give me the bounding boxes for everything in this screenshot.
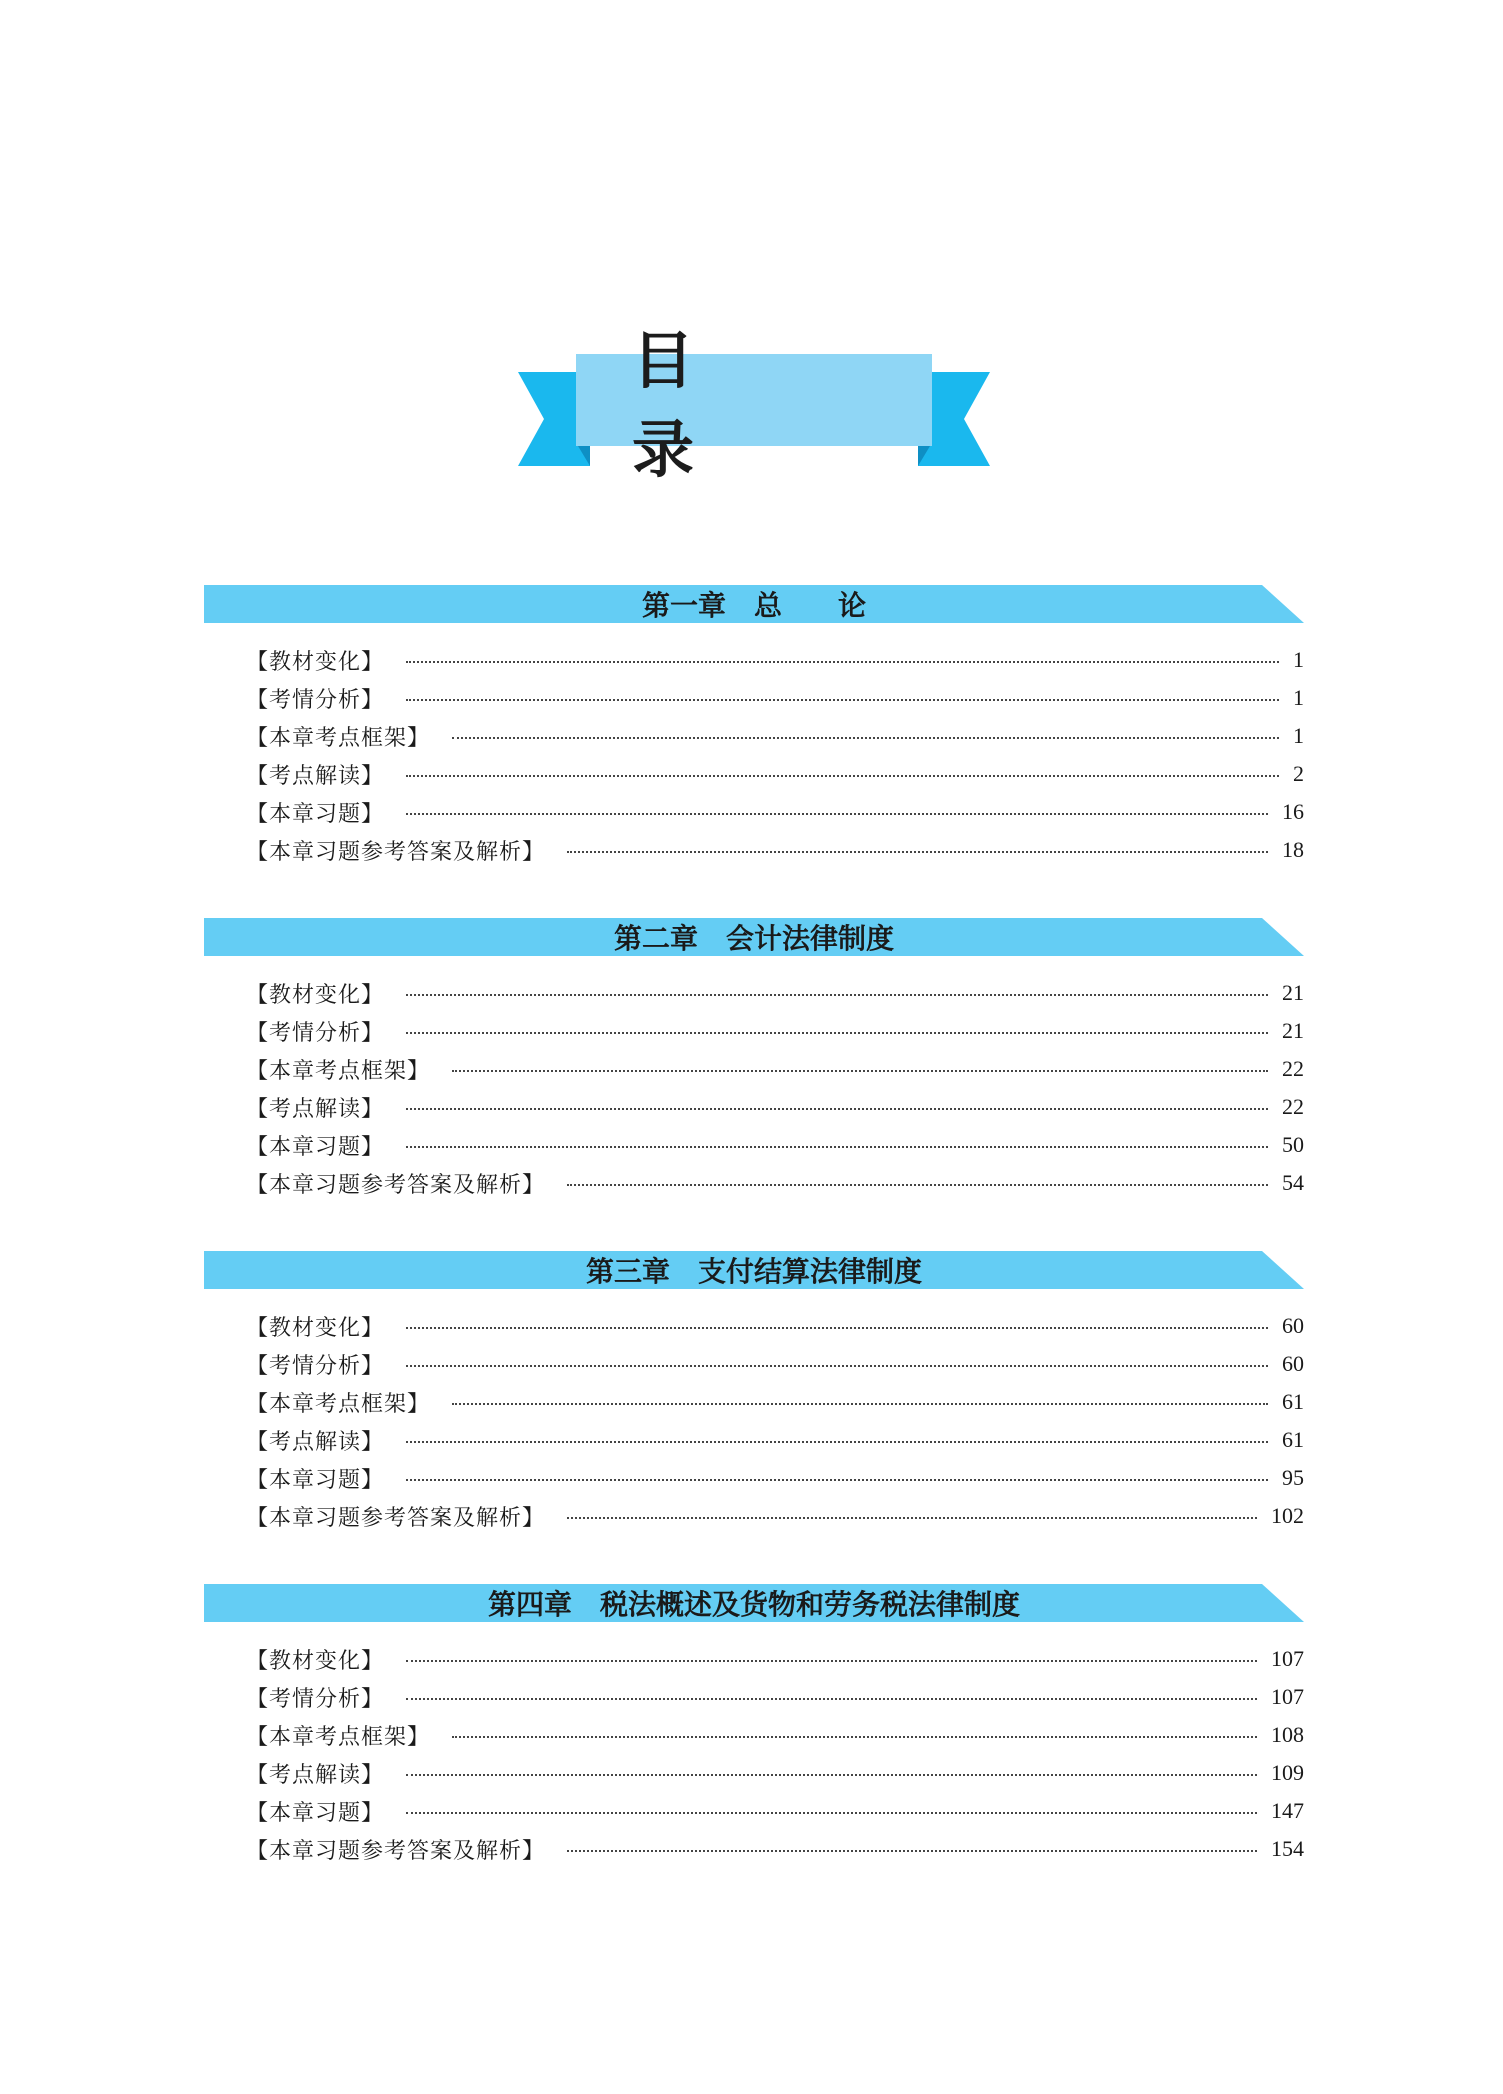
toc-entry[interactable]	[204, 1678, 1304, 1716]
toc-entry-label: 【本章习题】	[246, 1134, 385, 1160]
toc-entry-page: 102	[1271, 1503, 1304, 1528]
toc-entry-label: 【考点解读】	[246, 763, 385, 789]
toc-entry[interactable]	[204, 1497, 1304, 1535]
chapter-section	[204, 1251, 1304, 1535]
toc-entry-page: 107	[1271, 1646, 1304, 1671]
toc-entry[interactable]	[204, 1459, 1304, 1497]
dot-leader	[406, 994, 1268, 996]
toc-entry-page: 1	[1293, 723, 1304, 748]
toc-entry[interactable]	[204, 974, 1304, 1012]
toc-entry-label: 【教材变化】	[246, 649, 385, 675]
toc-entry-label: 【本章习题参考答案及解析】	[246, 839, 546, 865]
dot-leader	[406, 1327, 1268, 1329]
dot-leader	[406, 1698, 1257, 1700]
toc-entry[interactable]	[204, 793, 1304, 831]
toc-entry[interactable]	[204, 1126, 1304, 1164]
toc-entry-label: 【考点解读】	[246, 1762, 385, 1788]
toc-entry-page: 147	[1271, 1798, 1304, 1823]
dot-leader	[406, 699, 1279, 701]
toc-entry-page: 21	[1282, 980, 1304, 1005]
toc-entry-label: 【考情分析】	[246, 1353, 385, 1379]
toc-entry[interactable]	[204, 1754, 1304, 1792]
toc-entry-page: 60	[1282, 1313, 1304, 1338]
toc-entry-label: 【考情分析】	[246, 687, 385, 713]
toc-entry-label: 【考点解读】	[246, 1096, 385, 1122]
dot-leader	[567, 1184, 1268, 1186]
toc-entry-label: 【本章考点框架】	[246, 725, 431, 751]
toc-entry-page: 16	[1282, 799, 1304, 824]
dot-leader	[406, 1032, 1268, 1034]
toc-entry-page: 50	[1282, 1132, 1304, 1157]
dot-leader	[406, 1774, 1257, 1776]
dot-leader	[406, 1812, 1257, 1814]
toc-entry[interactable]	[204, 1345, 1304, 1383]
dot-leader	[406, 775, 1279, 777]
toc-entry[interactable]	[204, 1383, 1304, 1421]
page-title: 目 录	[632, 324, 865, 486]
dot-leader	[567, 1517, 1257, 1519]
toc-entry-label: 【本章习题参考答案及解析】	[246, 1505, 546, 1531]
toc-entry[interactable]	[204, 1050, 1304, 1088]
dot-leader	[452, 737, 1279, 739]
dot-leader	[567, 1850, 1257, 1852]
toc-list	[204, 1640, 1304, 1868]
chapter-header-bar	[204, 1584, 1304, 1622]
chapter-title: 第一章 总 论	[641, 589, 866, 622]
dot-leader	[452, 1403, 1268, 1405]
toc-entry-label: 【本章习题参考答案及解析】	[246, 1172, 546, 1198]
toc-entry-page: 54	[1282, 1170, 1304, 1195]
toc-entry[interactable]	[204, 831, 1304, 869]
toc-entry-page: 18	[1282, 837, 1304, 862]
toc-entry-label: 【教材变化】	[246, 1648, 385, 1674]
chapter-section	[204, 1584, 1304, 1868]
chapter-section	[204, 918, 1304, 1202]
toc-entry[interactable]	[204, 1164, 1304, 1202]
dot-leader	[452, 1736, 1257, 1738]
toc-entry-page: 108	[1271, 1722, 1304, 1747]
toc-entry[interactable]	[204, 1421, 1304, 1459]
chapter-title: 第三章 支付结算法律制度	[585, 1255, 922, 1288]
chapter-header-bar	[204, 585, 1304, 623]
toc-entry-label: 【本章习题参考答案及解析】	[246, 1838, 546, 1864]
toc-entry-page: 109	[1271, 1760, 1304, 1785]
dot-leader	[406, 1108, 1268, 1110]
chapter-title: 第四章 税法概述及货物和劳务税法律制度	[487, 1588, 1020, 1621]
toc-entry-page: 1	[1293, 647, 1304, 672]
toc-entry-page: 1	[1293, 685, 1304, 710]
toc-entry-label: 【本章考点框架】	[246, 1058, 431, 1084]
toc-entry[interactable]	[204, 717, 1304, 755]
toc-entry-page: 61	[1282, 1427, 1304, 1452]
chapter-title: 第二章 会计法律制度	[613, 922, 894, 955]
toc-entry-label: 【本章考点框架】	[246, 1391, 431, 1417]
dot-leader	[406, 1660, 1257, 1662]
dot-leader	[406, 813, 1268, 815]
dot-leader	[406, 1146, 1268, 1148]
toc-entry-label: 【考点解读】	[246, 1429, 385, 1455]
toc-entry-label: 【本章习题】	[246, 1800, 385, 1826]
toc-entry-label: 【教材变化】	[246, 1315, 385, 1341]
toc-list	[204, 974, 1304, 1202]
toc-entry[interactable]	[204, 1716, 1304, 1754]
dot-leader	[406, 661, 1279, 663]
toc-entry[interactable]	[204, 1792, 1304, 1830]
toc-entry[interactable]	[204, 1640, 1304, 1678]
dot-leader	[452, 1070, 1268, 1072]
toc-entry-label: 【考情分析】	[246, 1020, 385, 1046]
toc-entry[interactable]	[204, 1830, 1304, 1868]
chapter-section	[204, 585, 1304, 869]
toc-entry-page: 22	[1282, 1094, 1304, 1119]
toc-entry-page: 22	[1282, 1056, 1304, 1081]
toc-entry-label: 【本章习题】	[246, 801, 385, 827]
toc-list	[204, 641, 1304, 869]
toc-entry-page: 95	[1282, 1465, 1304, 1490]
title-ribbon	[518, 324, 990, 486]
toc-entry[interactable]	[204, 1307, 1304, 1345]
toc-entry[interactable]	[204, 755, 1304, 793]
toc-entry-label: 【教材变化】	[246, 982, 385, 1008]
chapter-header-bar	[204, 918, 1304, 956]
toc-entry-page: 60	[1282, 1351, 1304, 1376]
toc-entry[interactable]	[204, 1088, 1304, 1126]
toc-entry-page: 21	[1282, 1018, 1304, 1043]
toc-entry-page: 107	[1271, 1684, 1304, 1709]
toc-entry[interactable]	[204, 1012, 1304, 1050]
dot-leader	[406, 1365, 1268, 1367]
toc-entry-label: 【本章考点框架】	[246, 1724, 431, 1750]
toc-entry-page: 61	[1282, 1389, 1304, 1414]
dot-leader	[406, 1441, 1268, 1443]
dot-leader	[567, 851, 1268, 853]
toc-entry-label: 【考情分析】	[246, 1686, 385, 1712]
toc-list	[204, 1307, 1304, 1535]
toc-entry-page: 154	[1271, 1836, 1304, 1861]
chapter-header-bar	[204, 1251, 1304, 1289]
toc-entry[interactable]	[204, 679, 1304, 717]
dot-leader	[406, 1479, 1268, 1481]
toc-entry-label: 【本章习题】	[246, 1467, 385, 1493]
toc-entry-page: 2	[1293, 761, 1304, 786]
toc-entry[interactable]	[204, 641, 1304, 679]
